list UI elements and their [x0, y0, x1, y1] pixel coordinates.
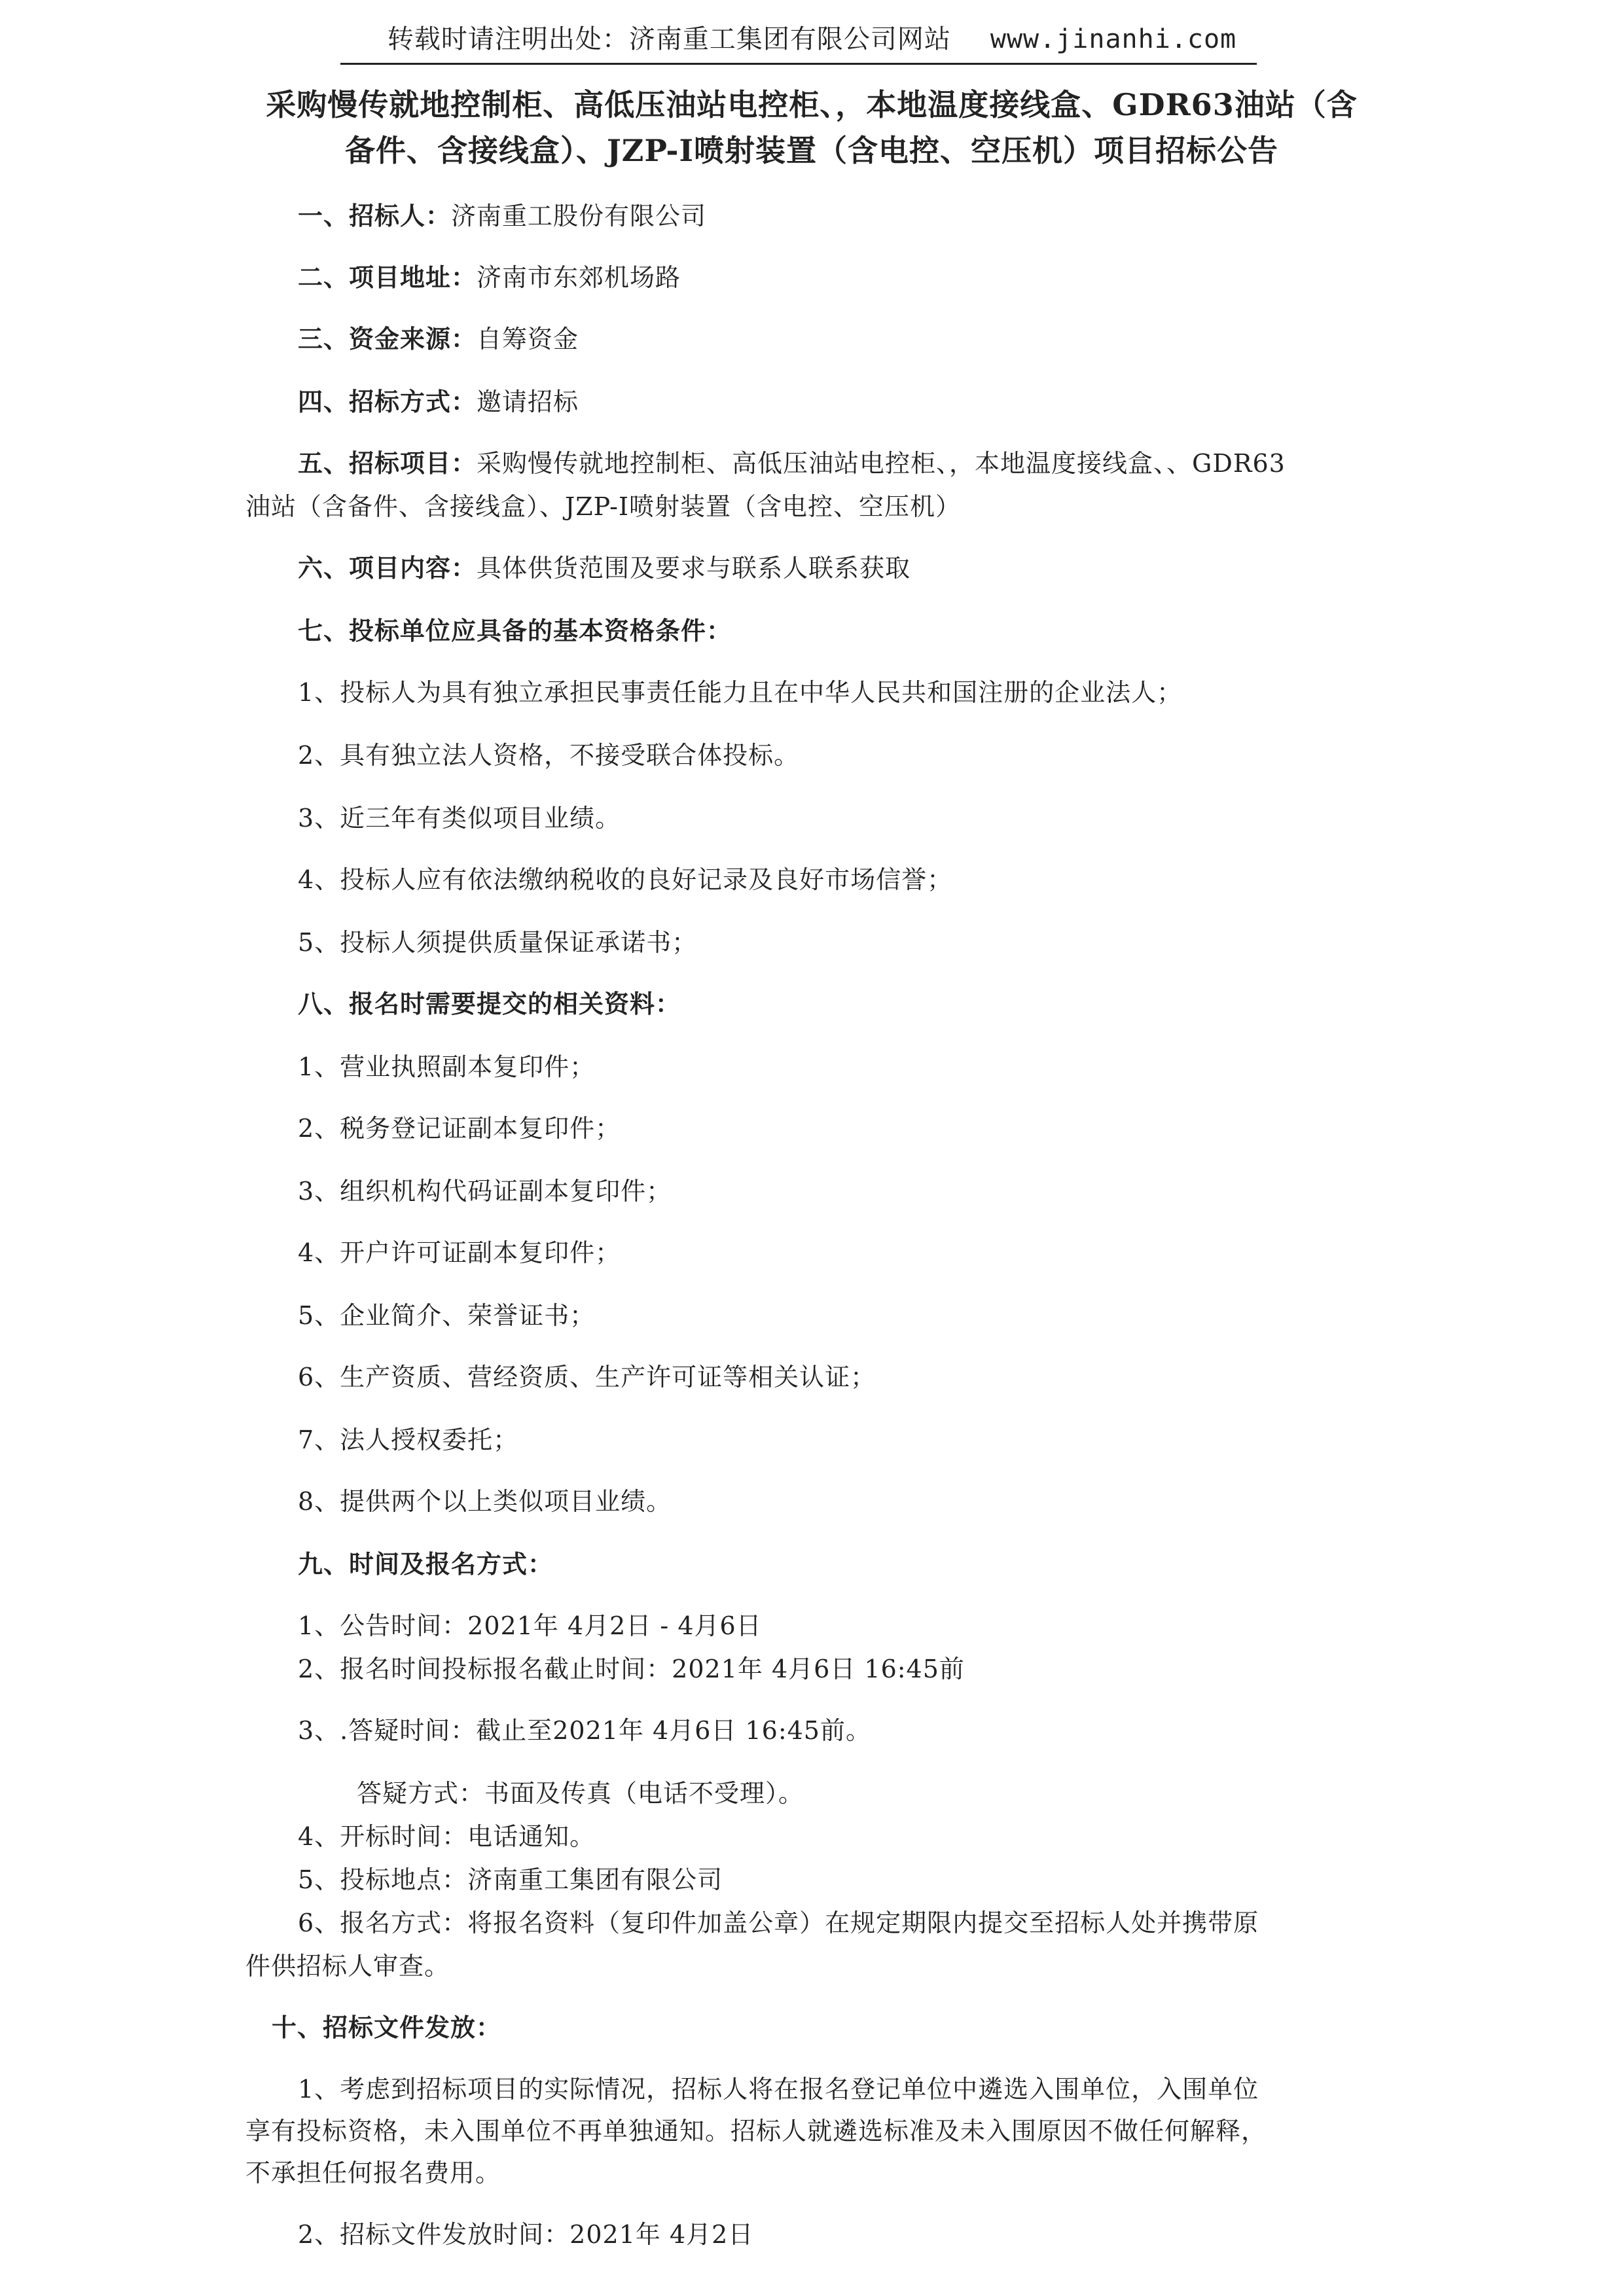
- section-7-item: 1、投标人为具有独立承担民事责任能力且在中华人民共和国注册的企业法人；: [298, 678, 1183, 707]
- header-underline: [340, 63, 1257, 65]
- header-notice: 转载时请注明出处：济南重工集团有限公司网站: [387, 24, 951, 54]
- section-8-item: 8、提供两个以上类似项目业绩。: [298, 1487, 672, 1516]
- section-8-item: 3、组织机构代码证副本复印件；: [298, 1177, 672, 1206]
- section-4: [298, 386, 579, 418]
- section-1-value: 济南重工股份有限公司: [451, 202, 707, 230]
- section-8-heading: 八、报名时需要提交的相关资料：: [298, 989, 681, 1018]
- section-3-label: 三、资金来源：: [298, 324, 477, 353]
- section-4-value: 邀请招标: [477, 387, 579, 416]
- section-5-label: 五、招标项目：: [298, 448, 477, 478]
- section-6: [298, 552, 911, 584]
- section-1-label: 一、招标人：: [298, 201, 452, 230]
- section-7-heading: 七、投标单位应具备的基本资格条件：: [298, 616, 732, 645]
- section-10-heading: 十、招标文件发放：: [272, 2013, 502, 2042]
- section-10-item-1-line-2: 享有投标资格，未入围单位不再单独通知。招标人就遴选标准及未入围原因不做任何解释，: [245, 2117, 1267, 2145]
- section-6-label: 六、项目内容：: [298, 553, 477, 583]
- section-10-item-1-line-3: 不承担任何报名费用。: [245, 2159, 501, 2187]
- section-9-item-6-line-2: 件供招标人审查。: [245, 1952, 450, 1981]
- section-3: [298, 323, 579, 355]
- section-8-item: 6、生产资质、营经资质、生产许可证等相关认证；: [298, 1363, 876, 1391]
- section-9-item-1: 1、公告时间：2021年 4月2日 - 4月6日: [298, 1611, 762, 1640]
- page-header: [0, 22, 1624, 56]
- title-line-2: 备件、含接线盒）、JZP-I喷射装置（含电控、空压机）项目招标公告: [344, 133, 1279, 168]
- section-2-label: 二、项目地址：: [298, 262, 477, 292]
- section-5: [298, 448, 1286, 479]
- section-4-label: 四、招标方式：: [298, 387, 477, 416]
- section-8-item: 4、开户许可证副本复印件；: [298, 1238, 621, 1267]
- section-8-item: 5、企业简介、荣誉证书；: [298, 1301, 596, 1330]
- section-9-heading: 九、时间及报名方式：: [298, 1549, 554, 1579]
- section-8-item: 1、营业执照副本复印件；: [298, 1052, 596, 1081]
- section-8-item: 7、法人授权委托；: [298, 1426, 519, 1454]
- section-7-item: 3、近三年有类似项目业绩。: [298, 804, 621, 833]
- section-9-item-2: 2、报名时间投标报名截止时间：2021年 4月6日 16:45前: [298, 1655, 965, 1683]
- section-9-item-3-sub: 答疑方式：书面及传真（电话不受理）。: [357, 1779, 804, 1808]
- section-7-item: 4、投标人应有依法缴纳税收的良好记录及良好市场信誉；: [298, 865, 953, 894]
- section-8-item: 2、税务登记证副本复印件；: [298, 1114, 621, 1143]
- section-7-item: 5、投标人须提供质量保证承诺书；: [298, 928, 698, 957]
- section-10-item-1-line-1: 1、考虑到招标项目的实际情况，招标人将在报名登记单位中遴选入围单位，入围单位: [298, 2075, 1259, 2104]
- section-2-value: 济南市东郊机场路: [477, 263, 681, 292]
- section-7-item: 2、具有独立法人资格，不接受联合体投标。: [298, 741, 800, 770]
- title-line-1: 采购慢传就地控制柜、高低压油站电控柜、，本地温度接线盒、GDR63油站（含: [266, 87, 1358, 122]
- section-9-item-3: 3、.答疑时间：截止至2021年 4月6日 16:45前。: [298, 1716, 871, 1745]
- section-3-value: 自筹资金: [477, 325, 579, 353]
- section-2: [298, 262, 681, 293]
- section-1: [298, 200, 706, 232]
- section-5-value-line-1: 采购慢传就地控制柜、高低压油站电控柜、，本地温度接线盒、、GDR63: [477, 449, 1286, 478]
- section-6-value: 具体供货范围及要求与联系人联系获取: [477, 554, 911, 583]
- section-10-item-2: 2、招标文件发放时间：2021年 4月2日: [298, 2220, 754, 2249]
- header-site-link[interactable]: www.jinanhi.com: [990, 24, 1237, 54]
- section-5-value-line-2: 油站（含备件、含接线盒）、JZP-I喷射装置（含电控、空压机）: [245, 492, 961, 521]
- section-9-item-5: 5、投标地点：济南重工集团有限公司: [298, 1865, 723, 1894]
- section-9-item-6-line-1: 6、报名方式：将报名资料（复印件加盖公章）在规定期限内提交至招标人处并携带原: [298, 1909, 1259, 1937]
- section-9-item-4: 4、开标时间：电话通知。: [298, 1822, 596, 1851]
